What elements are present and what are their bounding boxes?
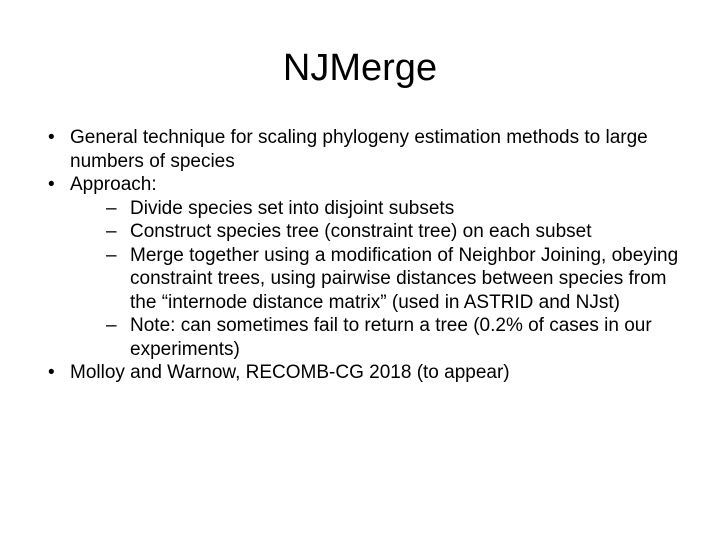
sub-bullet-item (48, 314, 688, 361)
bullet-item (48, 173, 688, 197)
bullet-text: General technique for scaling phylogeny estimation methods to large numbers of species (70, 127, 648, 172)
slide-body (48, 126, 688, 385)
sub-bullet-item (48, 244, 688, 315)
bullet-marker: • (48, 127, 55, 148)
bullet-marker: • (48, 174, 55, 195)
bullet-text: Molloy and Warnow, RECOMB-CG 2018 (to appear) (70, 362, 510, 383)
dash-marker: – (106, 244, 117, 266)
dash-marker: – (106, 315, 117, 336)
dash-marker: – (106, 197, 117, 219)
sub-bullet-text: Construct species tree (constraint tree) on each subset (130, 221, 592, 242)
bullet-text: Approach: (70, 174, 157, 195)
sub-bullet-text: Divide species set into disjoint subsets (130, 197, 455, 219)
slide-title: NJMerge (282, 47, 438, 89)
bullet-item (48, 126, 688, 173)
sub-bullet-text: Note: can sometimes fail to return a tree (0.2% of cases in our experiments) (130, 315, 652, 360)
dash-marker: – (106, 221, 117, 242)
bullet-marker: • (48, 362, 55, 383)
sub-bullet-item (48, 197, 688, 221)
sub-bullet-text: Merge together using a modification of Neighbor Joining, obeying constraint trees, using pairwise distances between species from the “internode distance matrix” (used in ASTRID and NJst) (130, 244, 679, 313)
sub-bullet-item (48, 220, 688, 244)
bullet-item (48, 361, 688, 385)
